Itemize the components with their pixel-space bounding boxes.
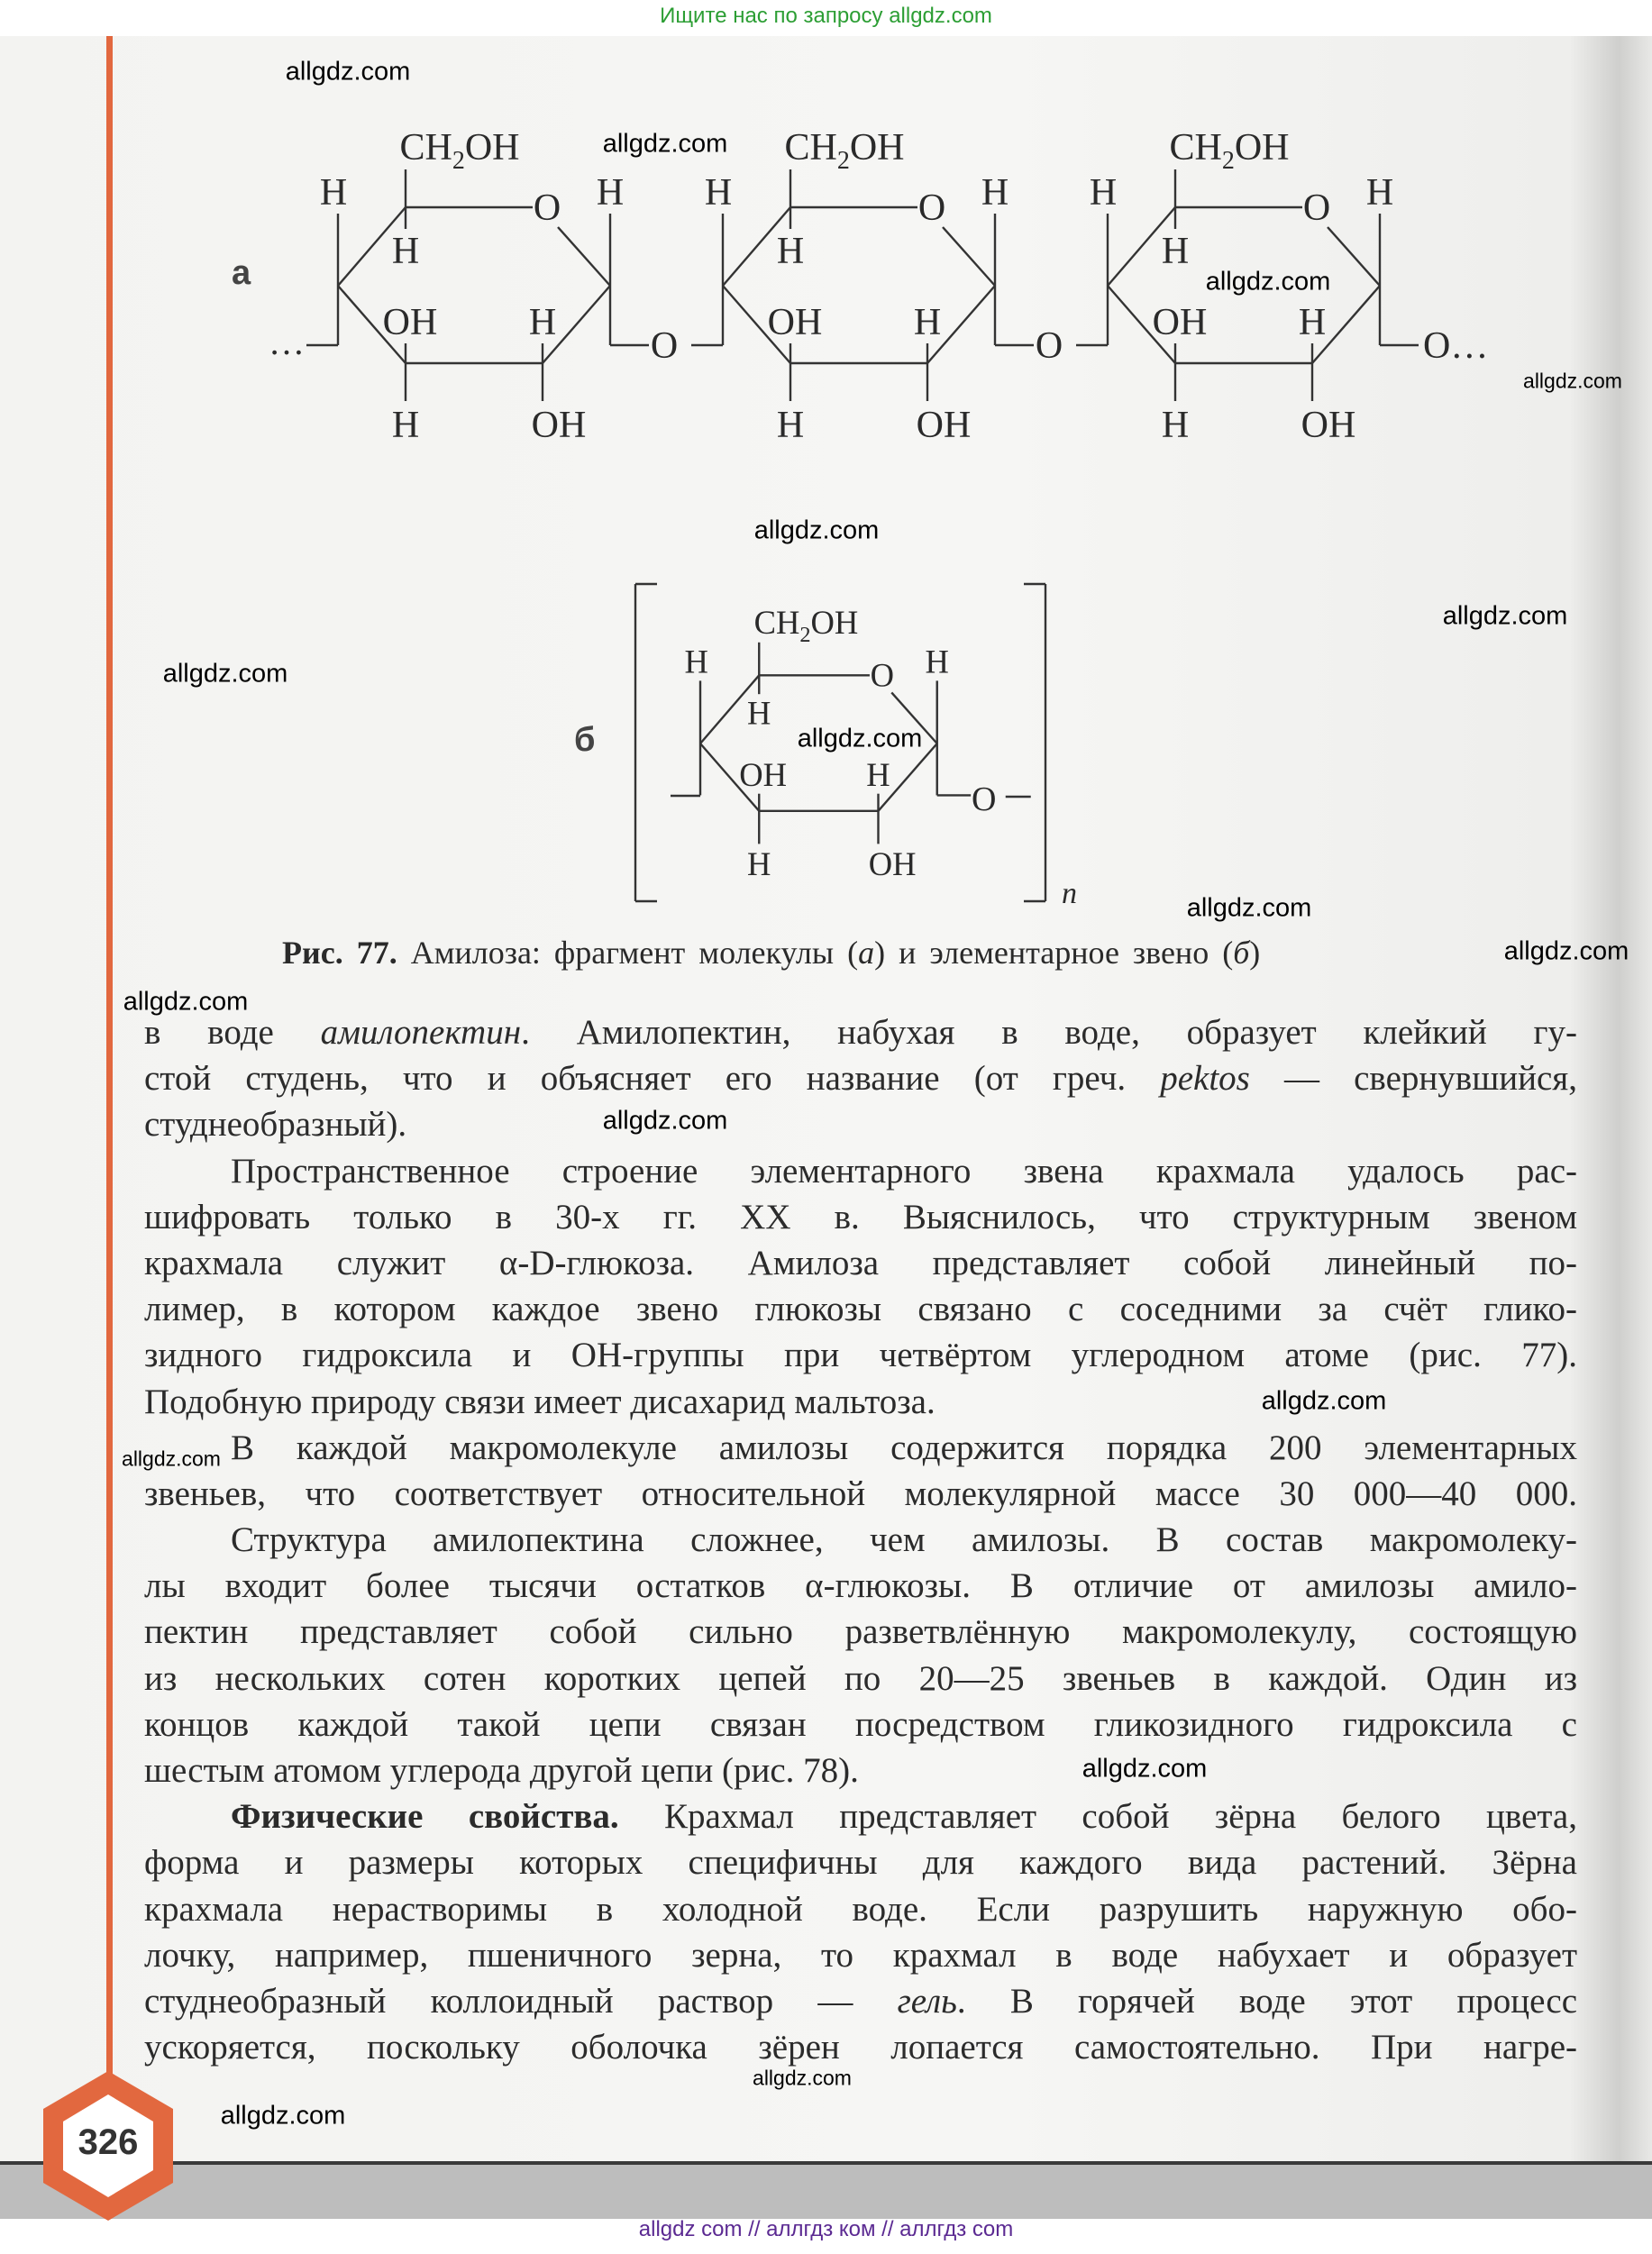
- text-run: в воде: [144, 1013, 321, 1052]
- bridge-oxygen: O: [972, 780, 997, 818]
- bond: [1328, 227, 1380, 286]
- text-run: лимер, в котором каждое звено глюкозы связано с соседними за счёт глико-: [144, 1290, 1577, 1329]
- text-run: из нескольких сотен коротких цепей по 20—25 звеньев в каждой. Один из: [144, 1658, 1577, 1698]
- atom-label: OH: [531, 405, 587, 446]
- watermark: allgdz.com: [122, 1446, 221, 1471]
- watermark: allgdz.com: [1442, 601, 1568, 631]
- ch2oh-label: $CH_2OH$: [1169, 127, 1290, 175]
- atom-label: H: [1089, 172, 1118, 214]
- text-run: Пространственное строение элементарного звена крахмала удалось рас-: [231, 1151, 1577, 1191]
- caption-a: а: [858, 935, 875, 971]
- atom-label: H: [528, 302, 557, 343]
- caption-text: Амилоза: фрагмент молекулы (: [397, 935, 859, 971]
- watermark: allgdz.com: [602, 1106, 728, 1136]
- atom-label: H: [391, 231, 420, 272]
- ring-oxygen: O: [917, 187, 946, 229]
- figure-label-b: б: [574, 721, 596, 759]
- bottom-site-links[interactable]: allgdz com // аллгдз ком // аллгдз com: [638, 2217, 1014, 2241]
- figure-label-a: а: [232, 254, 251, 292]
- text-run: В каждой макромолекуле амилозы содержится порядка 200 элементарных: [231, 1428, 1577, 1467]
- section-heading: Физические свойства.: [231, 1797, 619, 1837]
- atom-label: OH: [868, 845, 917, 883]
- text-line: [144, 1793, 1577, 1839]
- text-run: зидного гидроксила и ОН-группы при четвёртом углеродном атоме (рис. 77).: [144, 1336, 1577, 1375]
- caption-mid: ) и элементарное звено (: [874, 935, 1234, 971]
- bridge-oxygen: O: [650, 325, 679, 367]
- page-number: 326: [78, 2122, 139, 2162]
- watermark: allgdz.com: [1205, 267, 1331, 297]
- watermark: allgdz.com: [753, 516, 880, 545]
- text-run: концов каждой такой цепи связан посредством гликозидного гидроксила с: [144, 1704, 1577, 1744]
- atom-label: H: [596, 172, 625, 214]
- text-run: . Амилопектин, набухая в воде, образует клейкий гу-: [521, 1013, 1577, 1052]
- atom-label: H: [319, 172, 348, 214]
- atom-label: OH: [1301, 405, 1356, 446]
- text-line: [144, 1978, 1577, 2024]
- text-run: — свернувшийся,: [1249, 1059, 1577, 1099]
- text-line: [144, 1886, 1577, 1932]
- text-line: [144, 1517, 1577, 1563]
- watermark: allgdz.com: [1523, 369, 1622, 393]
- ch2oh-label: $CH_2OH$: [784, 127, 905, 175]
- text-line: [144, 1839, 1577, 1885]
- text-line: [144, 1656, 1577, 1702]
- atom-label: H: [913, 302, 942, 343]
- figure-caption: [282, 934, 1260, 972]
- watermark: allgdz.com: [220, 2101, 346, 2131]
- atom-label: H: [776, 405, 805, 446]
- watermark: allgdz.com: [1503, 936, 1629, 966]
- ring-oxygen: O: [870, 656, 895, 694]
- atom-label: OH: [739, 755, 787, 793]
- bond: [943, 227, 995, 286]
- atom-label: H: [866, 755, 890, 793]
- atom-label: OH: [916, 405, 972, 446]
- text-run: . В горячей воде этот процесс: [956, 1981, 1578, 2021]
- atom-label: H: [747, 845, 771, 883]
- watermark: allgdz.com: [797, 724, 923, 753]
- atom-label: OH: [1152, 302, 1208, 343]
- atom-label: H: [391, 405, 420, 446]
- text-line: [144, 2024, 1577, 2070]
- atom-label: H: [776, 231, 805, 272]
- caption-b: б: [1233, 935, 1250, 971]
- caption-end: ): [1249, 935, 1261, 971]
- atom-label: H: [925, 643, 949, 680]
- text-line: [144, 1609, 1577, 1655]
- text-line: [144, 1748, 1136, 1793]
- ring-oxygen: O: [533, 187, 561, 229]
- text-run: форма и размеры которых специфичны для каждого вида растений. Зёрна: [144, 1843, 1577, 1883]
- caption-prefix: Рис. 77.: [282, 935, 397, 971]
- term: гель: [897, 1981, 957, 2021]
- term: амилопектин: [320, 1013, 522, 1052]
- atom-label: H: [981, 172, 1009, 214]
- text-line: [144, 1194, 1577, 1240]
- watermark: allgdz.com: [1186, 893, 1312, 923]
- watermark: allgdz.com: [753, 2066, 852, 2090]
- atom-label: H: [1365, 172, 1394, 214]
- text-line: [144, 1286, 1577, 1332]
- watermark: allgdz.com: [1261, 1386, 1387, 1416]
- text-run: Структура амилопектина сложнее, чем амилозы. В состав макромолеку-: [231, 1520, 1577, 1560]
- text-run: ускоряется, поскольку оболочка зёрен лопается самостоятельно. При нагре-: [144, 2028, 1577, 2067]
- atom-label: H: [1161, 231, 1190, 272]
- atom-label: H: [704, 172, 733, 214]
- term: pektos: [1160, 1059, 1250, 1099]
- bridge-oxygen: O: [1035, 325, 1063, 367]
- text-line: [144, 1332, 1577, 1378]
- text-run: крахмала нерастворимы в холодной воде. Если разрушить наружную обо-: [144, 1889, 1577, 1929]
- text-line: [144, 1148, 1577, 1194]
- text-line: [144, 1379, 1136, 1425]
- text-line: [144, 1425, 1577, 1471]
- atom-label: H: [684, 643, 708, 680]
- repeat-count-n: n: [1062, 877, 1077, 910]
- ring-oxygen: O: [1302, 187, 1331, 229]
- watermark: allgdz.com: [602, 129, 728, 159]
- text-line: [144, 1932, 1577, 1978]
- text-run: пектин представляет собой сильно разветвлённую макромолекулу, состоящую: [144, 1612, 1577, 1652]
- chain-continuation-right: O…: [1423, 325, 1489, 367]
- watermark: allgdz.com: [123, 987, 249, 1017]
- page-footer-band: [0, 2161, 1652, 2219]
- text-run: Крахмал представляет собой зёрна белого цвета,: [618, 1797, 1577, 1837]
- atom-label: OH: [382, 302, 438, 343]
- chain-continuation-left: …: [269, 322, 305, 362]
- text-run: шифровать только в 30-х гг. XX в. Выяснилось, что структурным звеном: [144, 1197, 1577, 1237]
- atom-label: H: [747, 694, 771, 732]
- atom-label: OH: [767, 302, 823, 343]
- text-line: [144, 1702, 1577, 1748]
- watermark: allgdz.com: [1082, 1754, 1208, 1784]
- atom-label: H: [1161, 405, 1190, 446]
- text-line: [144, 1240, 1577, 1286]
- text-run: шестым атомом углерода другой цепи (рис. 78).: [144, 1751, 859, 1790]
- watermark: allgdz.com: [162, 659, 288, 689]
- text-run: Подобную природу связи имеет дисахарид мальтоза.: [144, 1382, 936, 1421]
- text-run: стой студень, что и объясняет его название (от греч.: [144, 1059, 1161, 1099]
- text-run: звеньев, что соответствует относительной молекулярной массе 30 000—40 000.: [144, 1474, 1577, 1513]
- text-line: [144, 1009, 1577, 1055]
- text-run: крахмала служит α-D-глюкоза. Амилоза представляет собой линейный по-: [144, 1243, 1577, 1282]
- text-run: лочку, например, пшеничного зерна, то крахмал в воде набухает и образует: [144, 1935, 1577, 1975]
- atom-label: H: [1298, 302, 1327, 343]
- watermark: allgdz.com: [285, 57, 411, 87]
- text-line: [144, 1563, 1577, 1609]
- ch2oh-label: $CH_2OH$: [399, 127, 520, 175]
- top-search-link[interactable]: Ищите нас по запросу allgdz.com: [660, 4, 992, 28]
- text-line: [144, 1471, 1577, 1517]
- text-run: студнеобразный коллоидный раствор —: [144, 1981, 898, 2021]
- text-run: студнеобразный).: [144, 1105, 407, 1145]
- body-text: [144, 1009, 1577, 2070]
- bond: [558, 227, 610, 286]
- text-line: [144, 1055, 1577, 1101]
- amylose-figure: [0, 0, 1652, 928]
- text-run: лы входит более тысячи остатков α-глюкозы. В отличие от амилозы амило-: [144, 1566, 1577, 1606]
- ch2oh-label: $CH_2OH$: [753, 604, 859, 647]
